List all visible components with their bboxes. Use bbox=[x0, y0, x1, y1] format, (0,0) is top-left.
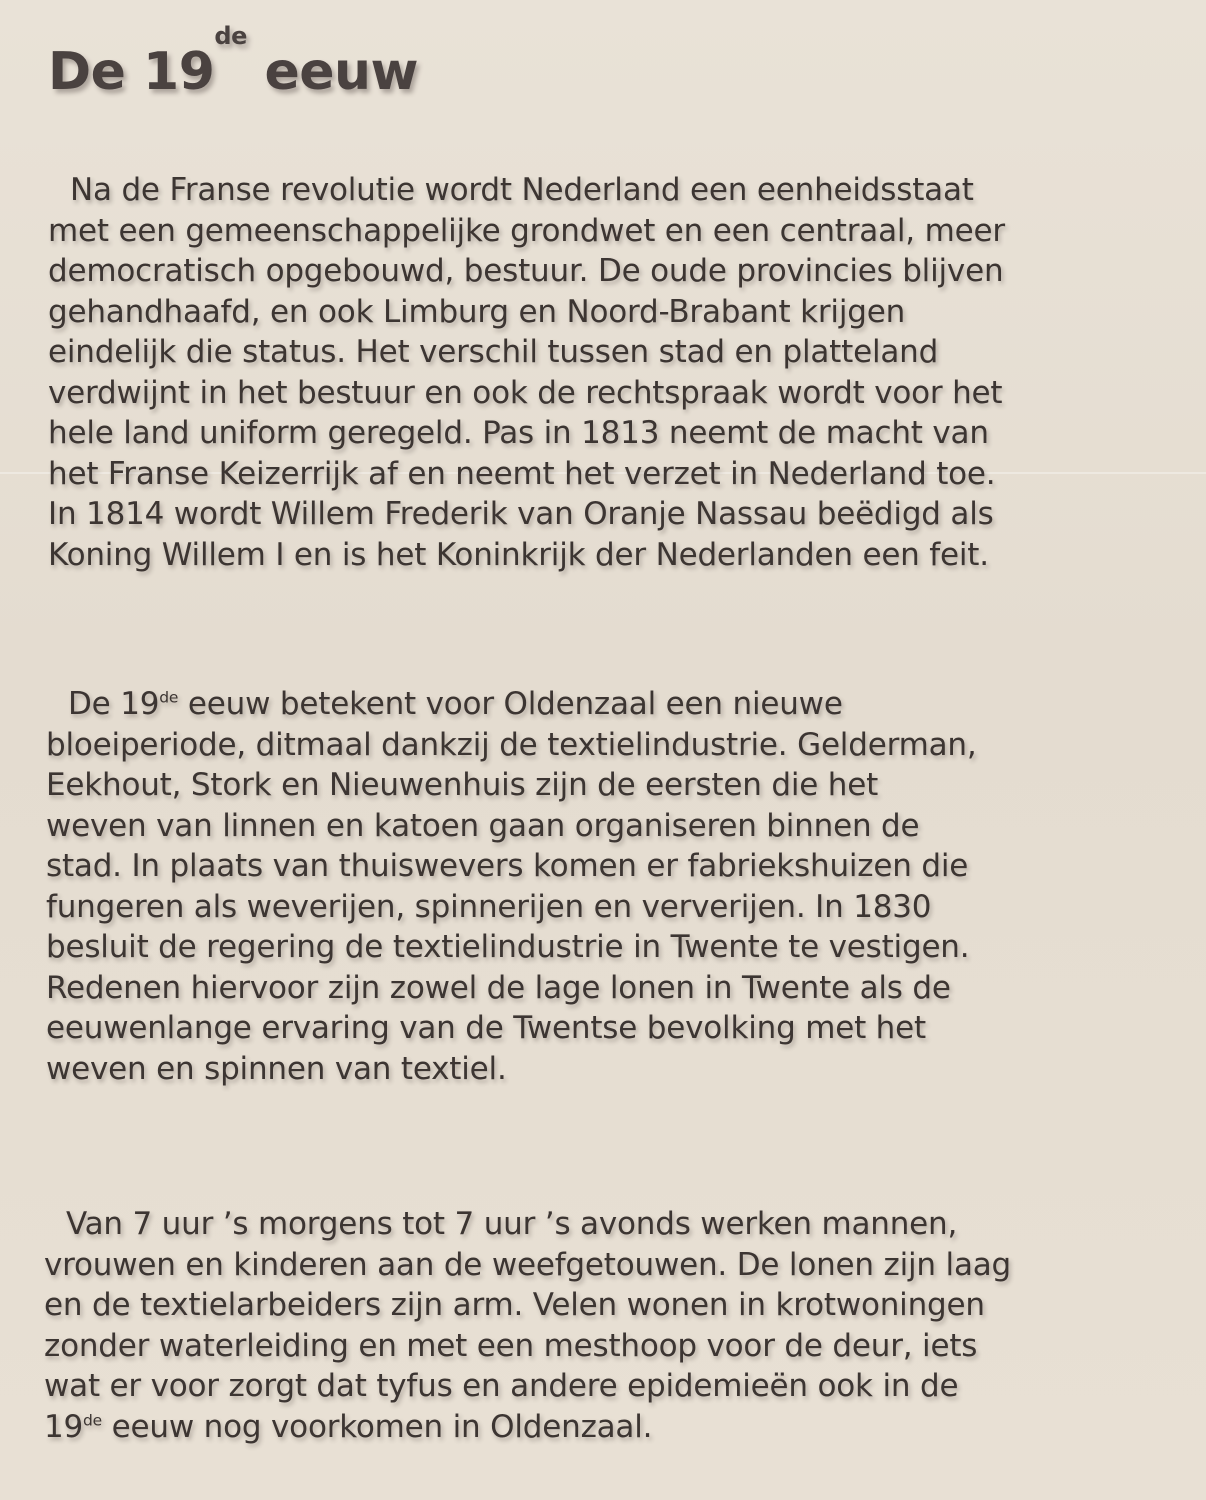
text-line: verdwijnt in het bestuur en ook de rechtspraak wordt voor het bbox=[48, 374, 1003, 411]
superscript: de bbox=[83, 1411, 103, 1430]
text-fragment: eeuw betekent voor Oldenzaal een nieuwe bbox=[178, 686, 843, 722]
text-line: Redenen hiervoor zijn zowel de lage lonen in Twente als de bbox=[46, 969, 951, 1006]
text-line: hele land uniform geregeld. Pas in 1813 neemt de macht van bbox=[48, 415, 989, 451]
text-line: weven van linnen en katoen gaan organiseren binnen de bbox=[46, 807, 920, 844]
text-line: met een gemeenschappelijke grondwet en een centraal, meer bbox=[48, 212, 1005, 249]
title-main: De 19 bbox=[48, 42, 215, 102]
text-line: vrouwen en kinderen aan de weefgetouwen. De lonen zijn laag bbox=[44, 1246, 1012, 1283]
text-line: gehandhaafd, en ook Limburg en Noord-Brabant krijgen bbox=[48, 293, 906, 330]
text-line: wat er voor zorgt dat tyfus en andere epidemieën ook in de bbox=[44, 1368, 959, 1404]
text-line: Van 7 uur ’s morgens tot 7 uur ’s avonds werken mannen, bbox=[66, 1206, 958, 1242]
text-fragment: 19 bbox=[44, 1408, 84, 1445]
text-line: democratisch opgebouwd, bestuur. De oude provincies blijven bbox=[48, 253, 1004, 289]
superscript: de bbox=[159, 688, 179, 707]
info-panel bbox=[44, 22, 1168, 1445]
title-superscript: de bbox=[214, 22, 247, 50]
text-line: fungeren als weverijen, spinnerijen en ververijen. In 1830 bbox=[46, 888, 932, 925]
text-line: eindelijk die status. Het verschil tussen stad en platteland bbox=[48, 334, 939, 370]
paragraph-working-conditions bbox=[44, 1204, 1011, 1447]
text-line: Na de Franse revolutie wordt Nederland een eenheidsstaat bbox=[70, 172, 974, 208]
paragraph-french-revolution bbox=[48, 170, 1005, 575]
text-fragment: De 19 bbox=[68, 686, 160, 722]
text-line: bloeiperiode, ditmaal dankzij de textielindustrie. Gelderman, bbox=[46, 726, 977, 763]
text-line: stad. In plaats van thuiswevers komen er fabriekshuizen die bbox=[46, 848, 969, 884]
text-line: zonder waterleiding en met een mesthoop voor de deur, iets bbox=[44, 1327, 978, 1364]
text-fragment: eeuw nog voorkomen in Oldenzaal. bbox=[102, 1408, 653, 1445]
text-line: besluit de regering de textielindustrie in Twente te vestigen. bbox=[46, 929, 970, 965]
text-line: In 1814 wordt Willem Frederik van Oranje Nassau beëdigd als bbox=[48, 496, 994, 532]
page-title bbox=[48, 22, 1168, 104]
text-line: Eekhout, Stork en Nieuwenhuis zijn de eersten die het bbox=[46, 767, 879, 803]
text-line: Koning Willem I en is het Koninkrijk der Nederlanden een feit. bbox=[48, 536, 989, 573]
text-line bbox=[44, 1407, 1011, 1448]
title-rest: eeuw bbox=[246, 42, 419, 102]
text-line: het Franse Keizerrijk af en neemt het verzet in Nederland toe. bbox=[48, 455, 996, 492]
text-line bbox=[46, 684, 976, 725]
paragraph-textile-industry bbox=[46, 684, 976, 1089]
text-line: eeuwenlange ervaring van de Twentse bevolking met het bbox=[46, 1010, 926, 1046]
text-line: en de textielarbeiders zijn arm. Velen wonen in krotwoningen bbox=[44, 1287, 985, 1323]
text-line: weven en spinnen van textiel. bbox=[46, 1050, 507, 1087]
